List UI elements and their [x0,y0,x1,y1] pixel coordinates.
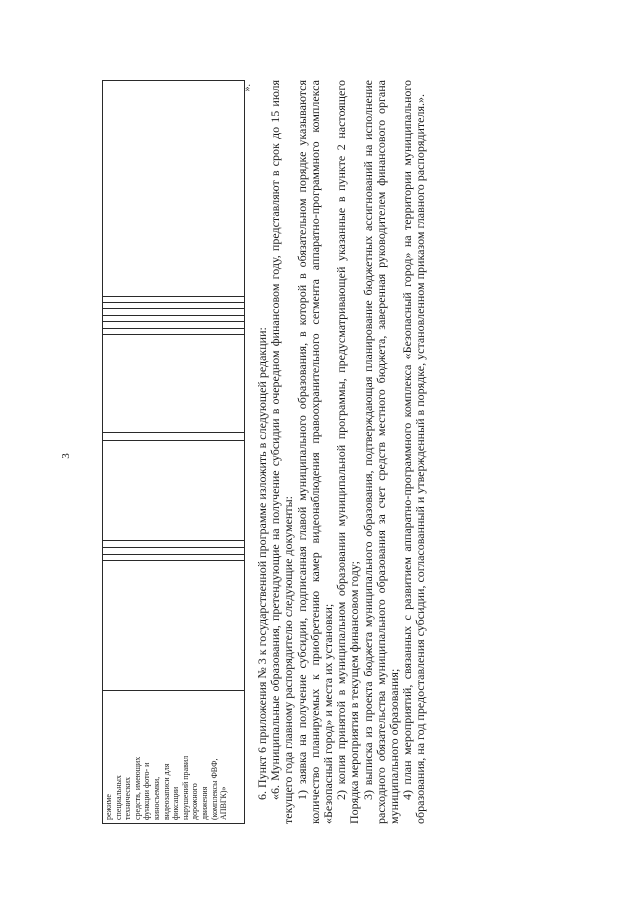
table-empty-cell [103,316,245,322]
amendment-heading-paragraph: 6. Пункт 6 приложения № 3 к государственной программе изложить в следующей редакции: [255,327,269,800]
document-item-4: 4) план мероприятий, связанных с развитием аппаратно-программного комплекса «Безопасный город» на территории муниципального образования, на год предоставления субсидии, согласованный и утвержденный в порядке, установленном приказом главного распорядителя.». [400,80,428,824]
paragraph-6-intro: «6. Муниципальные образования, претендующие на получение субсидии в очередном финансовом году, представляют в срок до 15 июля текущего года главному распорядителю следующие документы: [268,80,296,824]
table-empty-cell [103,297,245,303]
document-item-2: 2) копия принятой в муниципальном образовании муниципальной программы, предусматривающей указанные в пункте 2 настоящего Порядка мероприятия в текущем финансовом году; [334,80,362,824]
table-empty-cell [103,560,245,691]
table-empty-cell [103,322,245,329]
table-closing-quote: ». [242,84,253,92]
table-empty-cell [103,81,245,297]
table-fragment [102,80,245,824]
table-empty-cell [103,547,245,554]
table-empty-cell [103,554,245,560]
table-empty-cell [103,433,245,440]
table-empty-cell [103,309,245,316]
document-item-3: 3) выписка из проекта бюджета муниципального образования, подтверждающая планирование бюджетных ассигнований на исполнение расходного обязательства муниципального образования за счет средств местного бюджета, заверенная руководителем финансового органа муниципального образования; [360,80,402,824]
rotated-document-content [102,76,514,824]
table-row-label-cell: режиме специальных технических средств, имеющих функции фото- и киносъемки, видеозаписи для фиксации нарушений правил дорожного движения (комплексы ФВФ, АПВГК)» [103,691,245,824]
document-item-1: 1) заявка на получение субсидии, подписанная главой муниципального образования, в которой в обязательном порядке указываются количество планируемых к приобретению камер видеонаблюдения правоохранительного сегмента аппаратно-программного комплекса «Безопасный город» и места их установки; [294,80,336,824]
table-empty-cell [103,335,245,433]
table-empty-cell [103,303,245,309]
table-empty-cell [103,540,245,547]
amendment-text [256,80,428,824]
table-empty-cell [103,329,245,335]
page-number: 3 [60,453,72,459]
table-empty-cell [103,440,245,540]
